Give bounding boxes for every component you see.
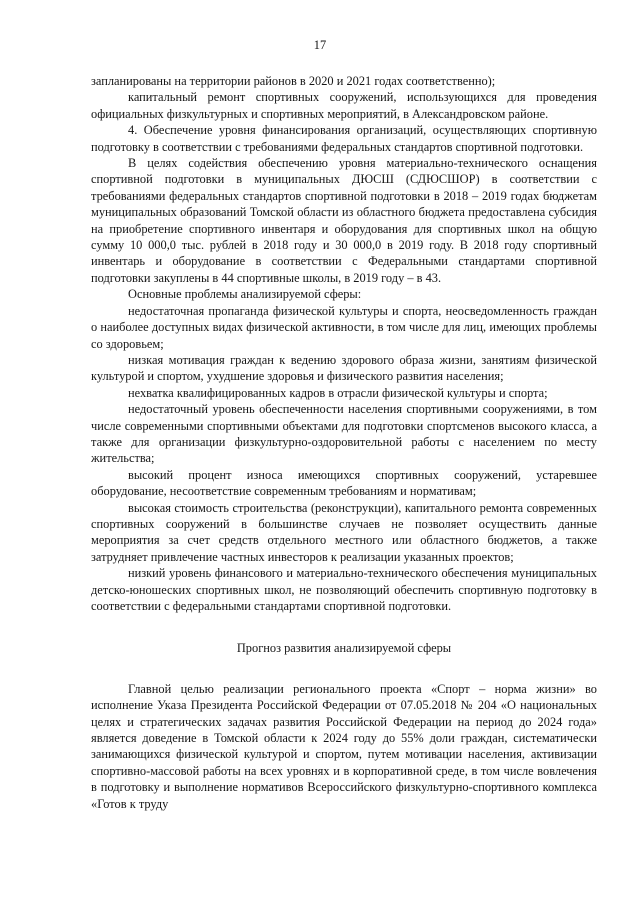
section-heading: Прогноз развития анализируемой сферы bbox=[236, 641, 452, 656]
paragraph: недостаточная пропаганда физической культуры и спорта, неосведомленность граждан о наиболее доступных видах физической активности, в том числе для лиц, имеющих проблемы со здоровьем; bbox=[91, 303, 597, 351]
document-body bbox=[91, 73, 597, 812]
paragraph: В целях содействия обеспечению уровня материально-технического оснащения спортивной подготовки в муниципальных ДЮСШ (СДЮСШОР) в соответствии с требованиями федеральных стандартов спортивной подготовки в 2018 – 2019 годах бюджетам муниципальных образований Томской области из областного бюджета предоставлена субсидия на приобретение спортивного инвентаря и оборудования для спортивных школ на общую сумму 10 000,0 тыс. рублей в 2018 году и 30 000,0 в 2019 году. В 2018 году спортивный инвентарь и оборудование в соответствии с Федеральными стандартами спортивной подготовки закуплены в 44 спортивные школы, в 2019 году – в 43. bbox=[91, 156, 597, 285]
paragraph: нехватка квалифицированных кадров в отрасли физической культуры и спорта; bbox=[128, 385, 548, 400]
paragraphs-top bbox=[91, 73, 597, 614]
paragraph: запланированы на территории районов в 2020 и 2021 годах соответственно); bbox=[91, 74, 496, 88]
paragraph: низкий уровень финансового и материально-технического обеспечения муниципальных детско-юношеских спортивных школ, не позволяющий обеспечить спортивную подготовку в соответствии с федеральными стандартами спортивной подготовки. bbox=[91, 566, 597, 613]
paragraphs-bottom bbox=[91, 681, 597, 812]
page-number: 17 bbox=[313, 38, 327, 52]
paragraph: Главной целью реализации регионального проекта «Спорт – норма жизни» во исполнение Указа Президента Российской Федерации от 07.05.2018 № 204 «О национальных целях и стратегических задачах развития Российской Федерации на период до 2024 года» является доведение в Томской области к 2024 году до 55% доли граждан, систематически занимающихся физической культурой и спортом, путем мотивации населения, активизации спортивно-массовой работы на всех уровнях и в корпоративной среде, в том числе вовлечения в подготовку и выполнение нормативов Всероссийского физкультурно-спортивного комплекса «Готов к труду bbox=[91, 681, 597, 811]
paragraph: недостаточный уровень обеспеченности населения спортивными сооружениями, в том числе современными спортивными объектами для подготовки спортсменов высокого класса, а также для организации физкультурно-оздоровительной работы с населением по месту жительства; bbox=[91, 402, 597, 466]
paragraph: низкая мотивация граждан к ведению здорового образа жизни, занятиям физической культурой и спортом, ухудшение здоровья и физического развития населения; bbox=[91, 352, 597, 384]
paragraph: Основные проблемы анализируемой сферы: bbox=[128, 287, 362, 302]
paragraph: высокая стоимость строительства (реконструкции), капитального ремонта современных спортивных сооружений в большинстве случаев не позволяет осуществить данные мероприятия за счет средств отдельного местного или областного бюджетов, а также затрудняет привлечение частных инвесторов к реализации указанных проектов; bbox=[91, 500, 597, 564]
paragraph: 4. Обеспечение уровня финансирования организаций, осуществляющих спортивную подготовку в соответствии с требованиями федеральных стандартов спортивной подготовки. bbox=[91, 123, 597, 154]
paragraph: капитальный ремонт спортивных сооружений, использующихся для проведения официальных физкультурных и спортивных мероприятий, в Александровском районе. bbox=[91, 90, 597, 121]
paragraph: высокий процент износа имеющихся спортивных сооружений, устаревшее оборудование, несоответствие современным требованиям и нормативам; bbox=[91, 467, 597, 499]
